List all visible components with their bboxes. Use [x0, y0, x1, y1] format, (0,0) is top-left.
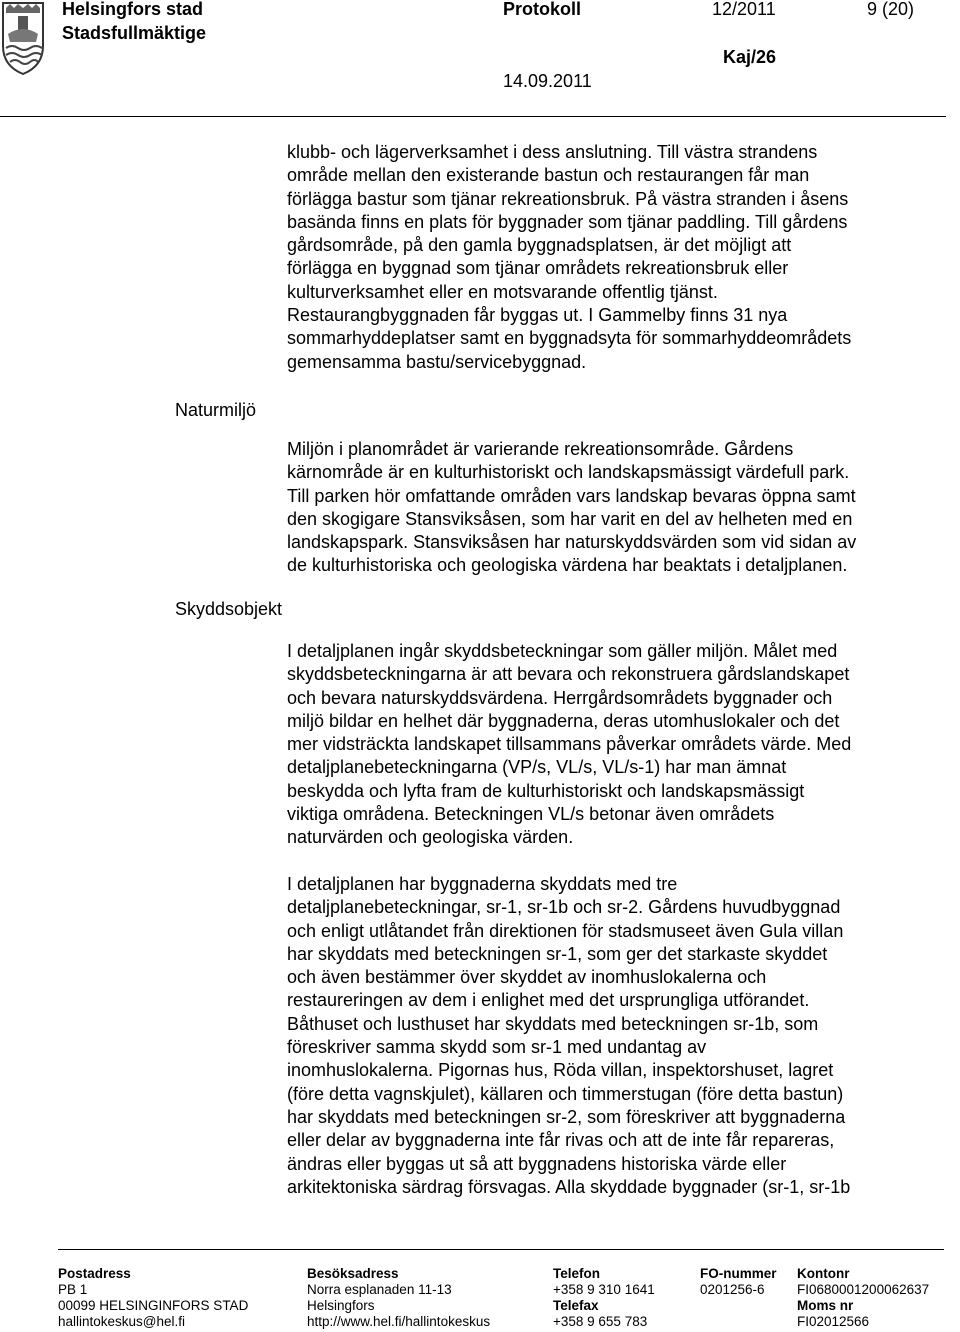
paragraph-naturmiljo — [287, 438, 947, 578]
footer-value: Norra esplanaden 11-13 — [307, 1282, 452, 1297]
footer-account — [797, 1266, 929, 1330]
text-line: och enligt utlåtandet från direktionen för stadsmuseet även Gula villan — [287, 920, 844, 941]
org-name: Helsingfors stad — [62, 0, 204, 19]
text-line: kärnområde är en kulturhistoriskt och landskapsmässigt värdefull park. — [287, 462, 850, 483]
doc-number: 12/2011 — [712, 0, 776, 19]
text-line: har skyddats med beteckningen sr-2, som föreskriver att byggnaderna — [287, 1106, 846, 1127]
text-line: beskydda och lyfta fram de kulturhistoriskt och landskapsmässigt — [287, 780, 805, 801]
footer-fo — [700, 1266, 777, 1298]
text-line: föreskriver samma skydd som sr-1 med undantag av — [287, 1037, 707, 1058]
footer-phone — [553, 1266, 655, 1330]
paragraph-byggnader — [287, 873, 947, 1199]
text-line: arkitektoniska särdrag försvagas. Alla skyddade byggnader (sr-1, sr-1b — [287, 1176, 851, 1197]
text-line: de kulturhistoriska och geologiska värdena har beaktats i detaljplanen. — [287, 555, 848, 576]
text-line: kulturverksamhet eller en motsvarande offentlig tjänst. — [287, 281, 718, 302]
footer-value: +358 9 655 783 — [553, 1314, 648, 1329]
footer-value: +358 9 310 1641 — [553, 1282, 655, 1297]
text-line: skyddsbeteckningarna är att bevara och rekonstruera gårdslandskapet — [287, 664, 850, 685]
text-line: ändras eller byggas ut så att byggnadens historiska värde eller — [287, 1153, 787, 1174]
footer-postal — [58, 1266, 248, 1330]
text-line: klubb- och lägerverksamhet i dess anslutning. Till västra strandens — [287, 142, 818, 162]
footer-label: Moms nr — [797, 1298, 854, 1313]
text-line: Båthuset och lusthuset har skyddats med beteckningen sr-1b, som — [287, 1013, 819, 1034]
heading-naturmiljo: Naturmiljö — [175, 400, 257, 420]
footer-value: 0201256-6 — [700, 1282, 765, 1297]
text-line: område mellan den existerande bastun och restaurangen får man — [287, 165, 810, 186]
agenda-item: Kaj/26 — [723, 47, 777, 67]
footer-divider — [58, 1249, 944, 1250]
text-line: naturvärden och geologiska värden. — [287, 827, 574, 848]
text-line: Till parken hör omfattande områden vars landskap bevaras öppna samt — [287, 485, 856, 506]
paragraph-skyddsbeteckningar — [287, 640, 947, 850]
text-line: och även bestämmer över skyddet av inomhuslokalerna och — [287, 967, 767, 988]
text-line: viktiga områdena. Beteckningen VL/s betonar även områdets — [287, 804, 775, 825]
footer-label: Telefon — [553, 1266, 600, 1281]
footer-label: FO-nummer — [700, 1266, 777, 1281]
text-line: förlägga en byggnad som tjänar områdets rekreationsbruk eller — [287, 258, 789, 279]
heading-skyddsobjekt: Skyddsobjekt — [175, 599, 283, 619]
text-line: restaureringen av dem i enlighet med det ursprungliga utförandet. — [287, 990, 810, 1011]
text-line: sommarhyddeplatser samt en byggnadsyta för sommarhyddeområdets — [287, 328, 852, 349]
text-line: eller delar av byggnaderna inte får rivas och att de inte får repareras, — [287, 1130, 835, 1151]
text-line: gemensamma bastu/servicebyggnad. — [287, 351, 587, 372]
text-line: miljö bildar en helhet där byggnaderna, deras utomhuslokaler och det — [287, 710, 840, 731]
footer-label: Postadress — [58, 1266, 131, 1281]
text-line: I detaljplanen ingår skyddsbeteckningar som gäller miljön. Målet med — [287, 641, 838, 661]
text-line: och bevara naturskyddsvärdena. Herrgårdsområdets byggnader och — [287, 687, 833, 708]
footer-url[interactable]: http://www.hel.fi/hallintokeskus — [307, 1314, 491, 1329]
doc-type: Protokoll — [503, 0, 582, 19]
footer-value: FI02012566 — [797, 1314, 870, 1329]
text-line: I detaljplanen har byggnaderna skyddats med tre — [287, 874, 678, 894]
text-line: mer vidsträckta landskapet tillsammans påverkar områdets värde. Med — [287, 734, 852, 755]
footer-label: Besöksadress — [307, 1266, 399, 1281]
footer-label: Telefax — [553, 1298, 599, 1313]
page-number: 9 (20) — [867, 0, 915, 19]
footer-value: Helsingfors — [307, 1298, 375, 1313]
footer-label: Kontonr — [797, 1266, 850, 1281]
coat-of-arms-icon — [0, 0, 46, 76]
footer-visit — [307, 1266, 490, 1330]
text-line: detaljplanebeteckningarna (VP/s, VL/s, VL/s-1) har man ämnat — [287, 757, 787, 778]
meeting-date: 14.09.2011 — [503, 71, 592, 91]
paragraph-activities — [287, 141, 947, 374]
text-line: gårdsområde, på den gamla byggnadsplatsen, är det möjligt att — [287, 235, 792, 256]
text-line: (före detta vagnskjulet), källaren och timmerstugan (före detta bastun) — [287, 1083, 844, 1104]
text-line: har skyddats med beteckningen sr-1, som ger det starkaste skyddet — [287, 943, 828, 964]
text-line: den skogigare Stansviksåsen, som har varit en del av helheten med en — [287, 508, 853, 529]
footer-value: 00099 HELSINGINFORS STAD — [58, 1298, 249, 1313]
text-line: basända finns en plats för byggnader som tjänar paddling. Till gårdens — [287, 211, 848, 232]
header-divider — [0, 116, 946, 117]
org-body: Stadsfullmäktige — [62, 23, 207, 43]
text-line: Miljön i planområdet är varierande rekreationsområde. Gårdens — [287, 439, 794, 459]
text-line: förlägga bastur som tjänar rekreationsbruk. På västra stranden i åsens — [287, 188, 849, 209]
text-line: inomhuslokalerna. Pigornas hus, Röda villan, inspektorshuset, lagret — [287, 1060, 834, 1081]
text-line: Restaurangbyggnaden får byggas ut. I Gammelby finns 31 nya — [287, 305, 788, 326]
footer-value: PB 1 — [58, 1282, 88, 1297]
text-line: landskapspark. Stansviksåsen har naturskyddsvärden som vid sidan av — [287, 532, 857, 553]
text-line: detaljplanebeteckningar, sr-1, sr-1b och sr-2. Gårdens huvudbyggnad — [287, 897, 841, 918]
footer-email[interactable]: hallintokeskus@hel.fi — [58, 1314, 186, 1329]
footer-value: FI0680001200062637 — [797, 1282, 930, 1297]
